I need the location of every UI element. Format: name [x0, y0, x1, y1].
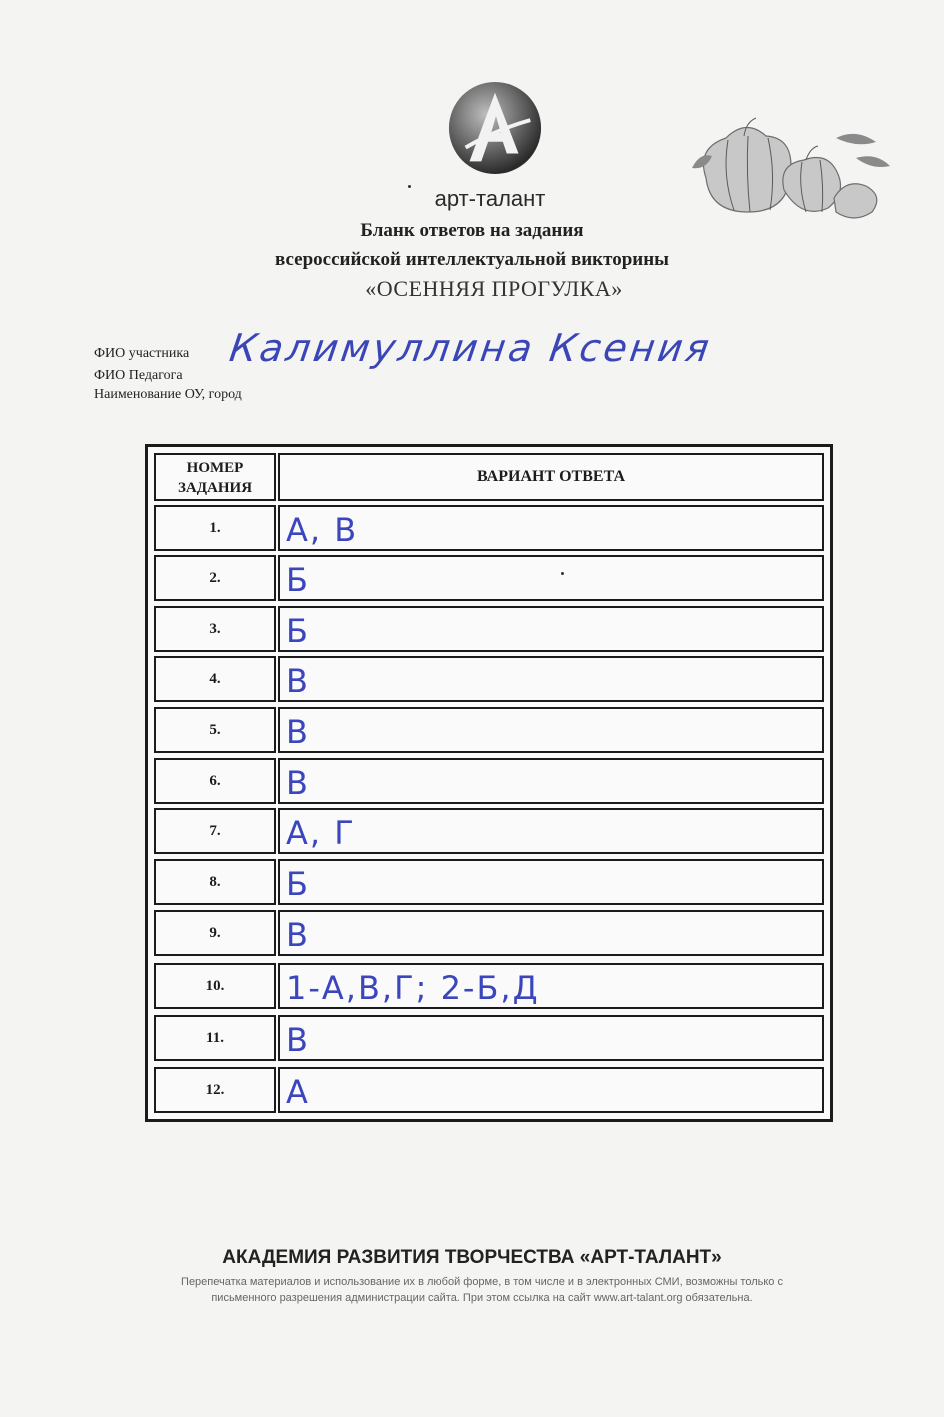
column-header-number — [154, 453, 276, 501]
task-number: 5. — [154, 707, 276, 753]
table-row — [154, 963, 824, 1009]
table-row — [154, 1067, 824, 1113]
task-number: 7. — [154, 808, 276, 854]
table-row — [154, 1015, 824, 1061]
answer-handwritten: А — [286, 1073, 310, 1111]
table-row — [154, 606, 824, 652]
academy-name: АКАДЕМИЯ РАЗВИТИЯ ТВОРЧЕСТВА «АРТ-ТАЛАНТ» — [222, 1247, 722, 1268]
answer-cell — [278, 859, 824, 905]
form-title: Бланк ответов на задания — [360, 220, 584, 241]
participant-label: ФИО участника — [94, 346, 190, 361]
scan-speck — [408, 185, 411, 188]
quiz-name: «ОСЕННЯЯ ПРОГУЛКА» — [365, 276, 623, 301]
art-talant-logo-icon — [446, 78, 544, 178]
answer-handwritten: А, Г — [286, 814, 356, 852]
answer-handwritten: А, В — [286, 511, 359, 549]
copyright-notice-line1: Перепечатка материалов и использование их в любой форме, в том числе и в электронных СМИ, возможны только с — [181, 1276, 783, 1288]
answer-cell — [278, 758, 824, 804]
answer-handwritten: Б — [286, 865, 310, 903]
answer-cell — [278, 910, 824, 956]
pumpkin-illustration-icon — [686, 108, 896, 228]
answer-handwritten: Б — [286, 612, 310, 650]
answer-handwritten: В — [286, 916, 310, 954]
task-number: 3. — [154, 606, 276, 652]
answer-handwritten: В — [286, 764, 310, 802]
answer-handwritten: В — [286, 662, 310, 700]
answer-cell — [278, 606, 824, 652]
answer-cell — [278, 505, 824, 551]
answer-handwritten: В — [286, 713, 310, 751]
answer-cell — [278, 656, 824, 702]
task-number: 11. — [154, 1015, 276, 1061]
copyright-notice-line2: письменного разрешения администрации сайта. При этом ссылка на сайт www.art-talant.org обязательна. — [211, 1292, 753, 1304]
task-number: 8. — [154, 859, 276, 905]
answer-handwritten: Б — [286, 561, 310, 599]
form-subtitle: всероссийской интеллектуальной викторины — [275, 249, 669, 270]
column-header-answer: ВАРИАНТ ОТВЕТА — [278, 453, 824, 501]
answer-cell — [278, 808, 824, 854]
table-row — [154, 758, 824, 804]
scan-speck — [561, 572, 564, 575]
table-row — [154, 707, 824, 753]
table-row — [154, 505, 824, 551]
answer-cell — [278, 1015, 824, 1061]
table-row — [154, 656, 824, 702]
task-number: 6. — [154, 758, 276, 804]
answer-cell — [278, 707, 824, 753]
column-header-number-line2: ЗАДАНИЯ — [177, 480, 253, 496]
answer-cell — [278, 963, 824, 1009]
teacher-label: ФИО Педагога — [94, 368, 183, 383]
school-label: Наименование ОУ, город — [94, 387, 242, 402]
table-row — [154, 555, 824, 601]
answer-cell — [278, 555, 824, 601]
task-number: 9. — [154, 910, 276, 956]
column-header-number-line1: НОМЕР — [186, 460, 244, 476]
answer-handwritten: 1-А,В,Г; 2-Б,Д — [286, 969, 540, 1007]
task-number: 1. — [154, 505, 276, 551]
table-row — [154, 859, 824, 905]
brand-name: арт-талант — [434, 186, 546, 211]
table-row — [154, 910, 824, 956]
answers-table — [145, 444, 833, 1122]
answer-cell — [278, 1067, 824, 1113]
task-number: 4. — [154, 656, 276, 702]
answer-handwritten: В — [286, 1021, 310, 1059]
task-number: 12. — [154, 1067, 276, 1113]
table-row — [154, 808, 824, 854]
task-number: 10. — [154, 963, 276, 1009]
participant-name-handwritten: Калимуллина Ксения — [226, 326, 715, 370]
task-number: 2. — [154, 555, 276, 601]
